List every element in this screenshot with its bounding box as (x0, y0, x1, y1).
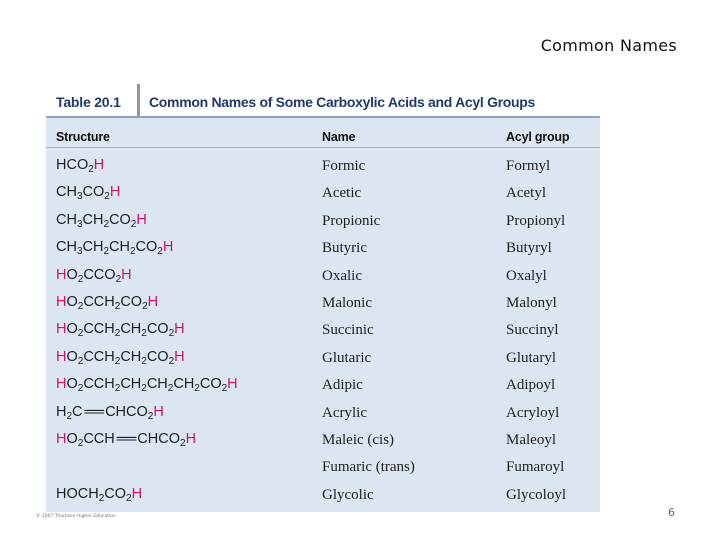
table-row (46, 458, 600, 485)
cell-name: Succinic (322, 322, 374, 339)
cell-structure: $CH_3CH_2CO_2H$ (56, 211, 147, 230)
cell-name: Acrylic (322, 404, 367, 421)
cell-structure: $CH_3CH_2CH_2CO_2H$ (56, 239, 174, 258)
cell-structure: $HO_2CCO_2H$ (56, 266, 132, 285)
table-row (46, 267, 600, 294)
header-structure: Structure (56, 130, 110, 144)
cell-structure: $HCO_2H$ (56, 157, 105, 175)
table-row (46, 321, 600, 348)
table-body (46, 116, 600, 512)
table-rows (46, 157, 600, 513)
table-row (46, 431, 600, 458)
table-row (46, 486, 600, 513)
table-row (46, 157, 600, 184)
cell-name: Butyric (322, 240, 367, 257)
cell-structure: $HOCH_2CO_2H$ (56, 485, 143, 504)
cell-structure: $HO_2CCH_2CO_2H$ (56, 293, 159, 312)
cell-structure: $H_2C$ ══ $CHCO_2H$ (56, 403, 164, 422)
carboxylic-acids-table (46, 84, 600, 512)
cell-structure: $HO_2CCH_2CH_2CO_2H$ (56, 348, 185, 367)
table-row (46, 404, 600, 431)
copyright-notice: © 2007 Thomson Higher Education (36, 514, 116, 519)
table-row (46, 212, 600, 239)
cell-acyl-group: Acryloyl (506, 404, 560, 421)
table-row (46, 376, 600, 403)
cell-acyl-group: Oxalyl (506, 267, 547, 284)
cell-acyl-group: Adipoyl (506, 377, 556, 394)
cell-name: Formic (322, 158, 366, 174)
cell-name: Glutaric (322, 349, 372, 366)
cell-name: Acetic (322, 185, 362, 202)
cell-acyl-group: Propionyl (506, 212, 566, 229)
cell-acyl-group: Glycoloyl (506, 486, 566, 503)
table-row (46, 349, 600, 376)
cell-name: Glycolic (322, 486, 374, 503)
table-row (46, 294, 600, 321)
cell-acyl-group: Succinyl (506, 322, 559, 339)
cell-name: Fumaric (trans) (322, 459, 415, 476)
table-row (46, 239, 600, 266)
table-caption (46, 84, 600, 116)
cell-acyl-group: Maleoyl (506, 431, 556, 448)
slide-title: Common Names (540, 36, 677, 55)
header-name: Name (322, 130, 356, 144)
cell-structure: $HO_2CCH$ ══ $CHCO_2H$ (56, 430, 197, 449)
cell-name: Maleic (cis) (322, 431, 395, 448)
header-acyl-group: Acyl group (506, 130, 570, 144)
cell-name: Oxalic (322, 267, 362, 284)
cell-acyl-group: Fumaroyl (506, 459, 565, 476)
cell-structure: $HO_2CCH_2CH_2CH_2CH_2CO_2H$ (56, 376, 238, 395)
cell-name: Propionic (322, 212, 381, 229)
table-header-row (46, 116, 600, 148)
cell-acyl-group: Acetyl (506, 185, 546, 202)
page-number: 6 (668, 506, 675, 519)
cell-name: Malonic (322, 294, 372, 311)
cell-structure: $CH_3CO_2H$ (56, 184, 121, 203)
cell-acyl-group: Malonyl (506, 294, 557, 311)
cell-acyl-group: Glutaryl (506, 349, 556, 366)
cell-name: Adipic (322, 377, 363, 394)
table-title: Common Names of Some Carboxylic Acids and Acyl Groups (149, 94, 536, 110)
cell-acyl-group: Formyl (506, 158, 551, 174)
cell-structure: $HO_2CCH_2CH_2CO_2H$ (56, 321, 185, 340)
cell-acyl-group: Butyryl (506, 240, 552, 257)
table-number: Table 20.1 (56, 94, 121, 110)
table-row (46, 184, 600, 211)
